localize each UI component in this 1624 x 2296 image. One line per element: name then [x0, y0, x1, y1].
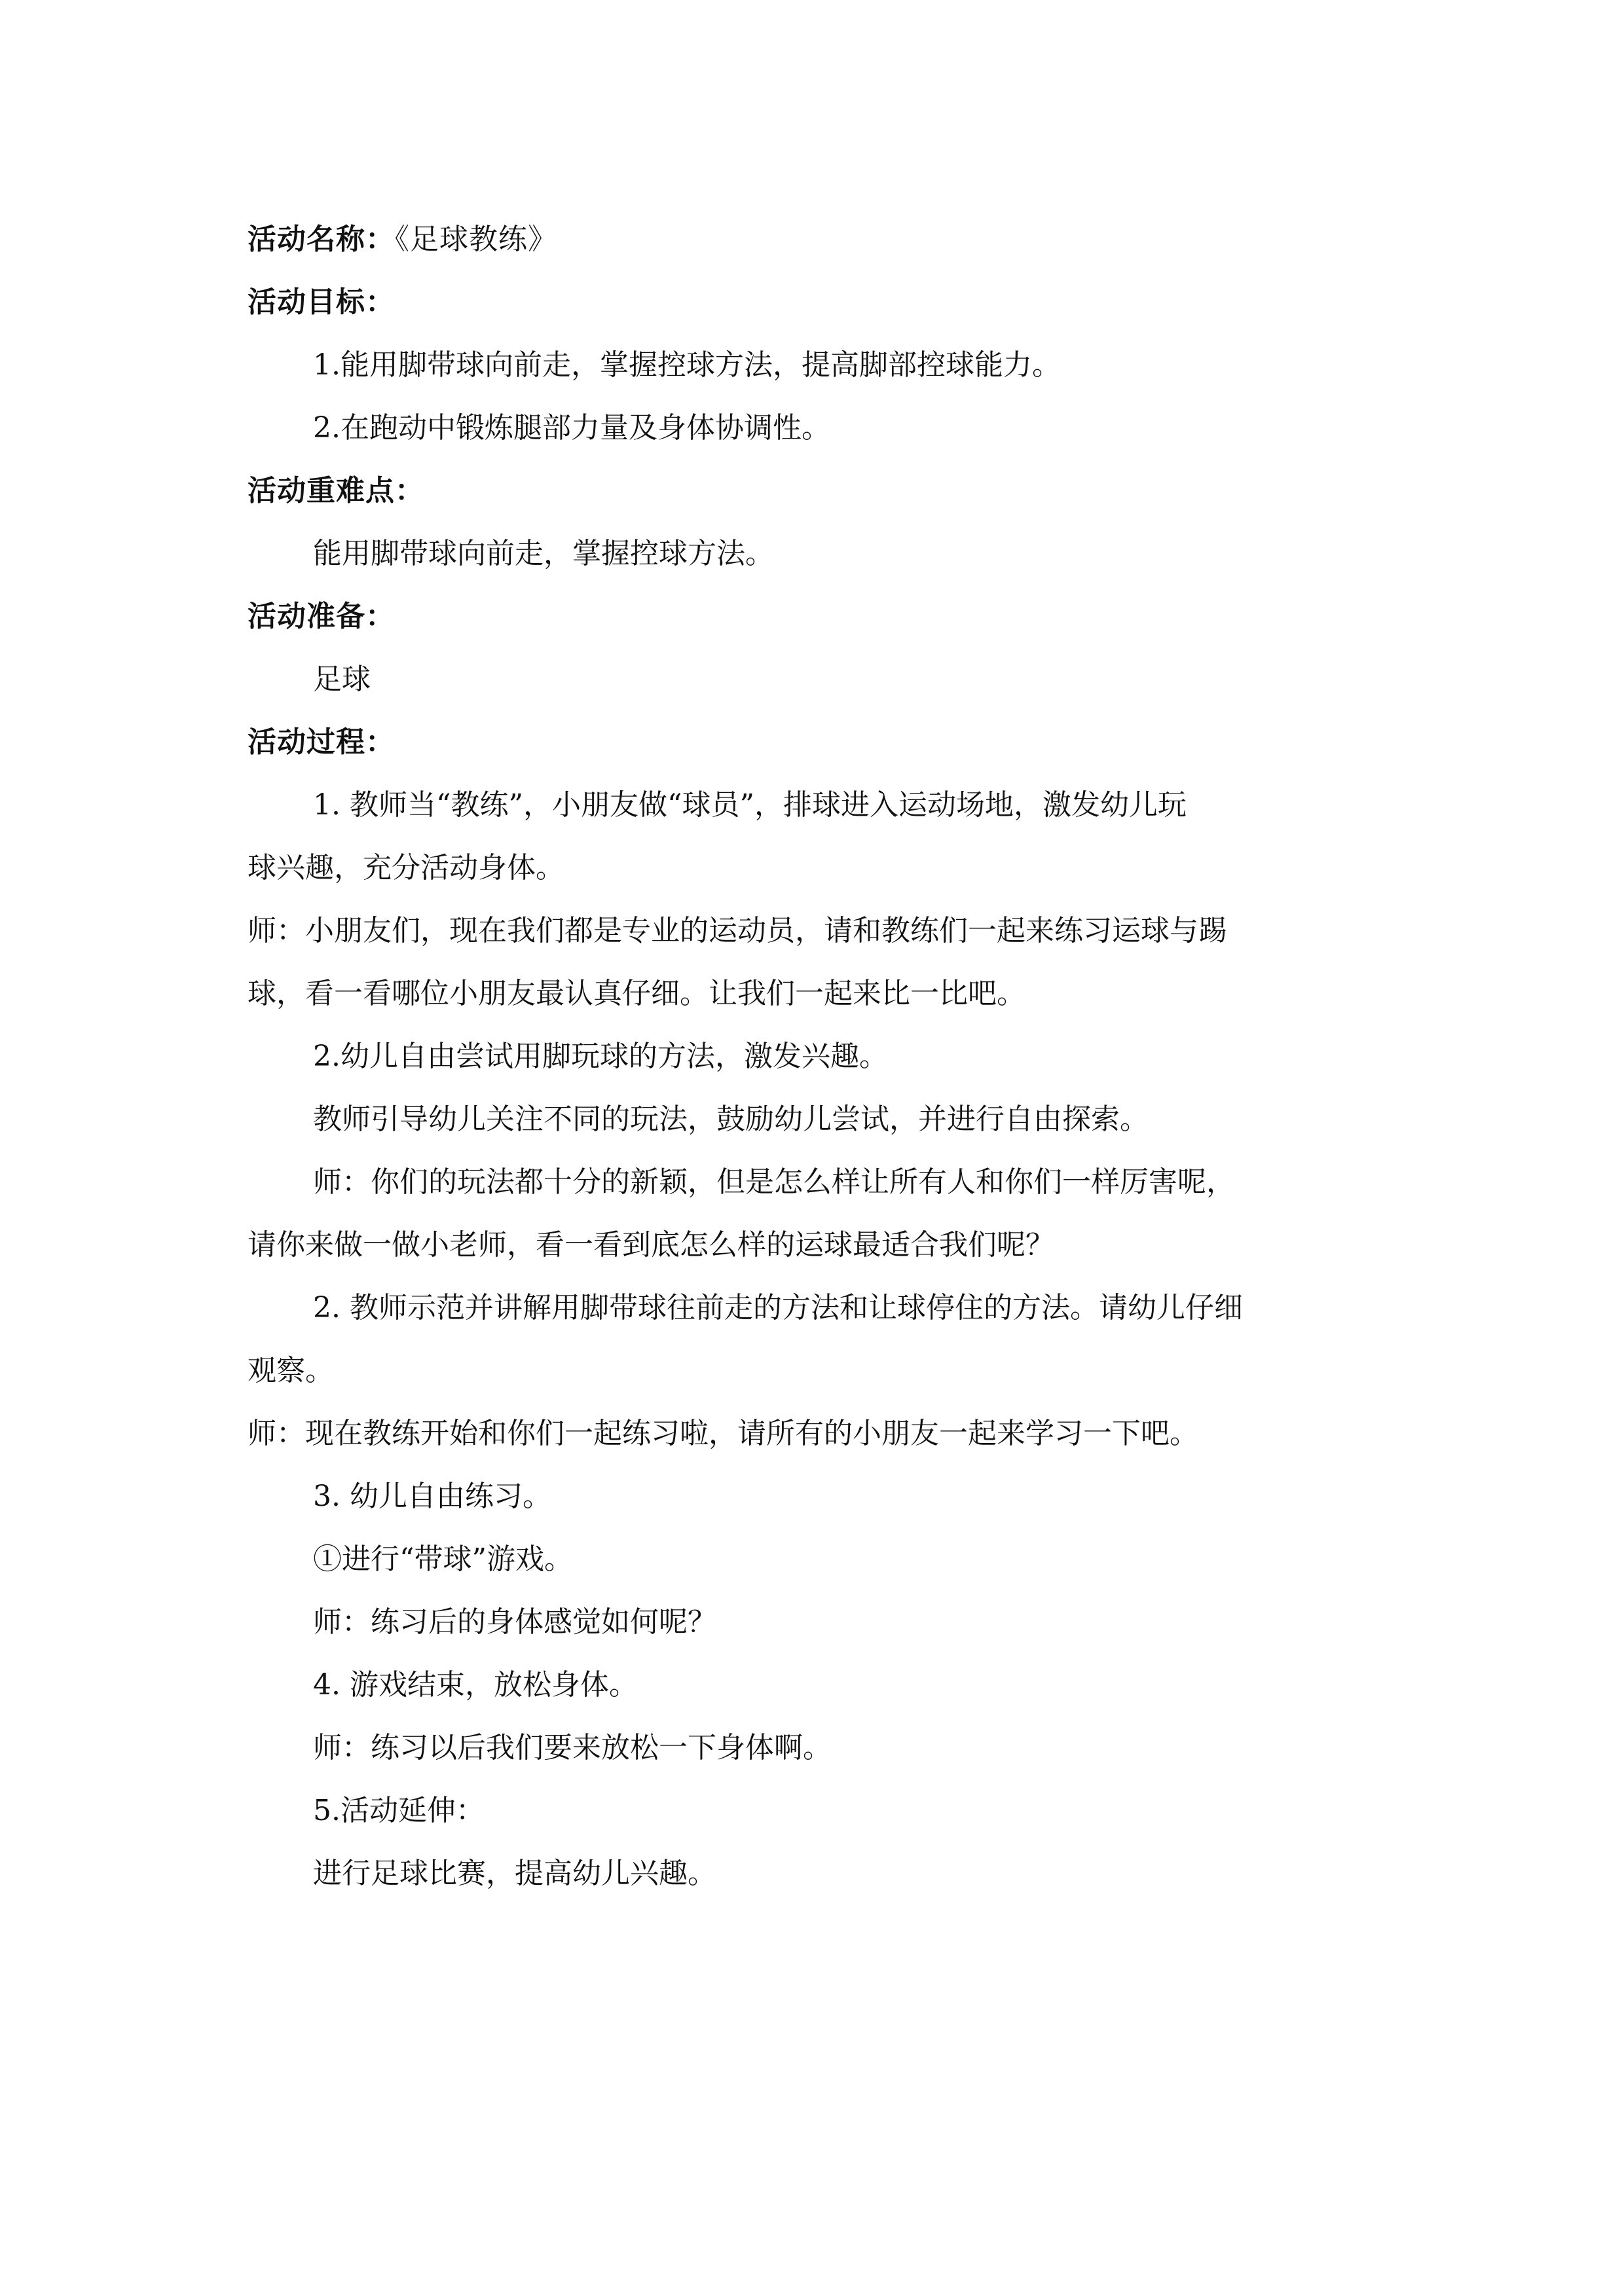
process-step-2-guidance: 教师引导幼儿关注不同的玩法，鼓励幼儿尝试，并进行自由探索。: [313, 1102, 1149, 1136]
teacher-dialogue-5: 师：练习以后我们要来放松一下身体啊。: [313, 1731, 832, 1764]
keypoints-text: 能用脚带球向前走，掌握控球方法。: [313, 537, 774, 570]
preparation-heading: 活动准备：: [248, 600, 395, 633]
keypoints-heading: 活动重难点：: [248, 474, 424, 507]
teacher-dialogue-4: 师：练习后的身体感觉如何呢？: [313, 1605, 716, 1639]
process-step-4-game: ①进行“带球”游戏。: [313, 1542, 573, 1576]
teacher-dialogue-3: 师：现在教练开始和你们一起练习啦，请所有的小朋友一起来学习一下吧。: [248, 1417, 1198, 1450]
process-step-2: 2.幼儿自由尝试用脚玩球的方法，激发兴趣。: [313, 1040, 888, 1073]
teacher-dialogue-1-line-1: 师：小朋友们，现在我们都是专业的运动员，请和教练们一起来练习运球与踢: [248, 914, 1227, 947]
process-step-6: 5.活动延伸：: [313, 1794, 485, 1827]
activity-name-line: [248, 208, 1387, 271]
process-step-4: 3. 幼儿自由练习。: [313, 1480, 551, 1513]
process-step-3-line-1: 2. 教师示范并讲解用脚带球往前走的方法和让球停住的方法。请幼儿仔细: [313, 1291, 1243, 1324]
process-step-3-line-2: 观察。: [248, 1354, 334, 1387]
activity-name-label: 活动名称：: [248, 223, 395, 256]
process-step-5: 4. 游戏结束，放松身体。: [313, 1668, 638, 1702]
teacher-dialogue-2-line-2: 请你来做一做小老师，看一看到底怎么样的运球最适合我们呢？: [248, 1228, 1054, 1262]
activity-name-value: 《足球教练》: [395, 223, 557, 256]
teacher-dialogue-2-line-1: 师：你们的玩法都十分的新颖，但是怎么样让所有人和你们一样厉害呢，: [313, 1165, 1235, 1199]
process-heading: 活动过程：: [248, 725, 395, 759]
goal-item-1: 1.能用脚带球向前走，掌握控球方法，提高脚部控球能力。: [313, 348, 1061, 382]
process-step-1-line-2: 球兴趣，充分活动身体。: [248, 851, 564, 884]
process-step-1-line-1: 1. 教师当“教练”，小朋友做“球员”，排球进入运动场地，激发幼儿玩: [313, 788, 1187, 822]
teacher-dialogue-1-line-2: 球，看一看哪位小朋友最认真仔细。让我们一起来比一比吧。: [248, 977, 1025, 1010]
document-body: [248, 208, 1387, 1905]
goal-item-2: 2.在跑动中锻炼腿部力量及身体协调性。: [313, 411, 830, 445]
preparation-text: 足球: [313, 663, 371, 696]
process-step-6-detail: 进行足球比赛，提高幼儿兴趣。: [313, 1857, 716, 1890]
goals-heading: 活动目标：: [248, 285, 395, 319]
